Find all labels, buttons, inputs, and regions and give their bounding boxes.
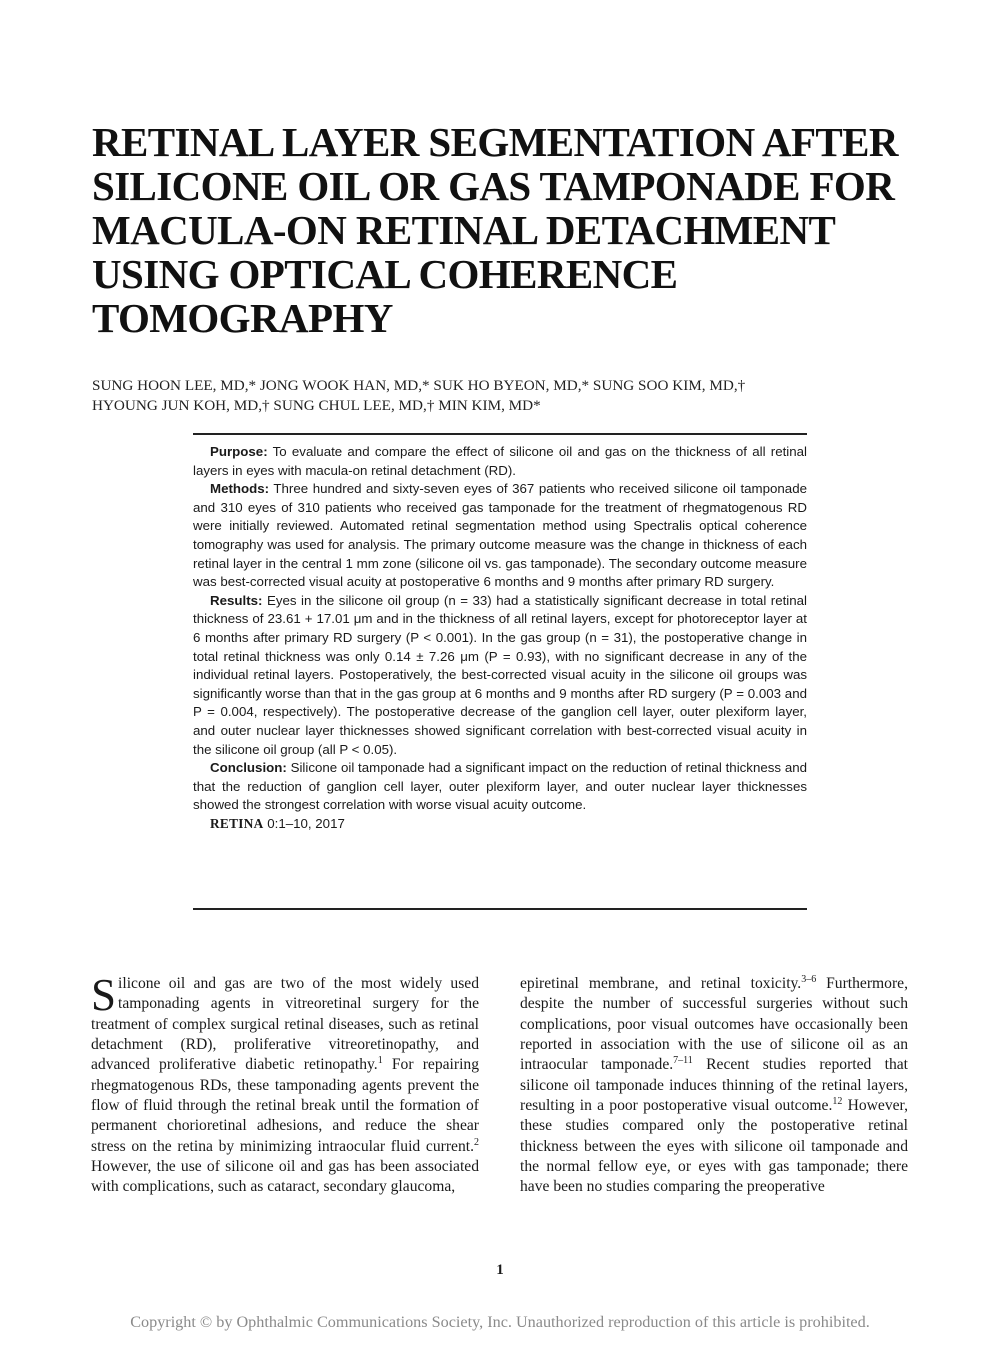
- reference-citation: 7–11: [673, 1055, 693, 1067]
- body-text: Furthermore, despite the number of successful surgeries without such complications, poor visual outcomes have occasionally been reported in association with the use of silicone oil as an intraocular tamponade.: [520, 975, 908, 1074]
- title-line: SILICONE OIL OR GAS TAMPONADE FOR: [92, 163, 895, 209]
- title-line: MACULA-ON RETINAL DETACHMENT: [92, 207, 836, 253]
- body-text: ilicone oil and gas are two of the most widely used tamponading agents in vitreoretinal surgery for the treatment of complex surgical retinal diseases, such as retinal detachment (RD), proliferative vitreoretinopathy, and advanced proliferative diabetic retinopathy.: [91, 975, 479, 1074]
- abstract-conclusion: [193, 759, 807, 815]
- body-column-right: [520, 974, 908, 1198]
- purpose-label: Purpose:: [210, 444, 268, 459]
- reference-citation: 3–6: [801, 974, 817, 985]
- title-line: RETINAL LAYER SEGMENTATION AFTER: [92, 119, 898, 165]
- body-text: However, these studies compared only the postoperative retinal thickness between the eyes with silicone oil tamponade and the normal fellow eye, or eyes with gas tamponade; there have been no studies comparing the preoperative: [520, 1097, 909, 1196]
- body-paragraph: [91, 970, 480, 1198]
- author-line: HYOUNG JUN KOH, MD,† SUNG CHUL LEE, MD,† MIN KIM, MD*: [92, 397, 541, 414]
- reference-citation: 1: [377, 1055, 383, 1067]
- body-text: For repairing rhegmatogenous RDs, these tamponading agents prevent the flow of fluid through the retinal break until the formation of permanent chorioretinal adhesions, and reduce the shear stress on the retina by minimizing intraocular fluid current.: [91, 1056, 480, 1155]
- drop-cap: S: [91, 970, 117, 1020]
- results-label: Results:: [210, 592, 263, 608]
- journal-citation: [193, 815, 807, 834]
- abstract-methods: [193, 480, 807, 592]
- abstract-box: [193, 433, 807, 910]
- methods-text: Three hundred and sixty-seven eyes of 367 patients who received silicone oil tamponade and 310 eyes of 310 patients who received gas tamponade for the treatment of rhegmatogenous RD were initially reviewed. Automated retinal segmentation method using Spectralis optical coherence tomography was used for analysis. The primary outcome measure was the change in thickness of each retinal layer in the central 1 mm zone (silicone oil vs. gas tamponade). The secondary outcome measure was best-corrected visual acuity at postoperative 6 months and 9 months after primary RD surgery.: [193, 481, 807, 590]
- author-line: SUNG HOON LEE, MD,* JONG WOOK HAN, MD,* SUK HO BYEON, MD,* SUNG SOO KIM, MD,†: [92, 377, 746, 394]
- body-text: However, the use of silicone oil and gas has been associated with complications, such as cataract, secondary glaucoma,: [91, 1158, 479, 1196]
- conclusion-text: Silicone oil tamponade had a significant impact on the reduction of retinal thickness and that the reduction of ganglion cell layer, outer plexiform layer, and outer nuclear layer thicknesses showed the strongest correlation with worse visual acuity outcome.: [193, 760, 807, 813]
- results-text: Eyes in the silicone oil group (n = 33) had a statistically significant decrease in total retinal thickness of 23.61 + 17.01 μm and in the thickness of all retinal layers, except for photoreceptor layer at 6 months after primary RD surgery (P < 0.001). In the gas group (n = 31), the postoperative change in total retinal thickness was only 0.14 ± 7.26 μm (P = 0.93), with no significant decrease in any of the individual retinal layers. Postoperatively, the best-corrected visual acuity in the silicone oil groups was significantly worse than that in the gas group at 6 months and 9 months after RD surgery (P = 0.003 and P = 0.004, respectively). The postoperative decrease of the ganglion cell layer, outer plexiform layer, and outer nuclear layer thicknesses showed significant correlation with best-corrected visual acuity in the silicone oil group (all P < 0.05).: [193, 592, 807, 757]
- page-number: 1: [496, 1262, 504, 1278]
- title-line: USING OPTICAL COHERENCE: [92, 251, 678, 297]
- article-title: [92, 120, 932, 340]
- abstract-purpose: [193, 443, 807, 480]
- purpose-text: To evaluate and compare the effect of silicone oil and gas on the thickness of all retinal layers in eyes with macula-on retinal detachment (RD).: [193, 444, 807, 478]
- body-paragraph: [520, 974, 908, 1198]
- body-text: epiretinal membrane, and retinal toxicity.: [520, 975, 802, 992]
- reference-citation: 12: [832, 1096, 843, 1108]
- author-list: [92, 376, 932, 416]
- reference-citation: 2: [474, 1136, 479, 1148]
- body-text: Recent studies reported that silicone oil tamponade induces thinning of the retinal layers, resulting in a poor postoperative visual outcome.: [520, 1056, 909, 1115]
- copyright-notice: Copyright © by Ophthalmic Communications Society, Inc. Unauthorized reproduction of this article is prohibited.: [130, 1313, 870, 1331]
- abstract-results: [193, 592, 807, 759]
- methods-label: Methods:: [210, 481, 270, 497]
- journal-volume: 0:1–10, 2017: [263, 815, 345, 831]
- journal-name: RETINA: [210, 815, 264, 831]
- conclusion-label: Conclusion:: [210, 760, 287, 776]
- body-column-left: [91, 970, 480, 1198]
- title-line: TOMOGRAPHY: [92, 295, 393, 341]
